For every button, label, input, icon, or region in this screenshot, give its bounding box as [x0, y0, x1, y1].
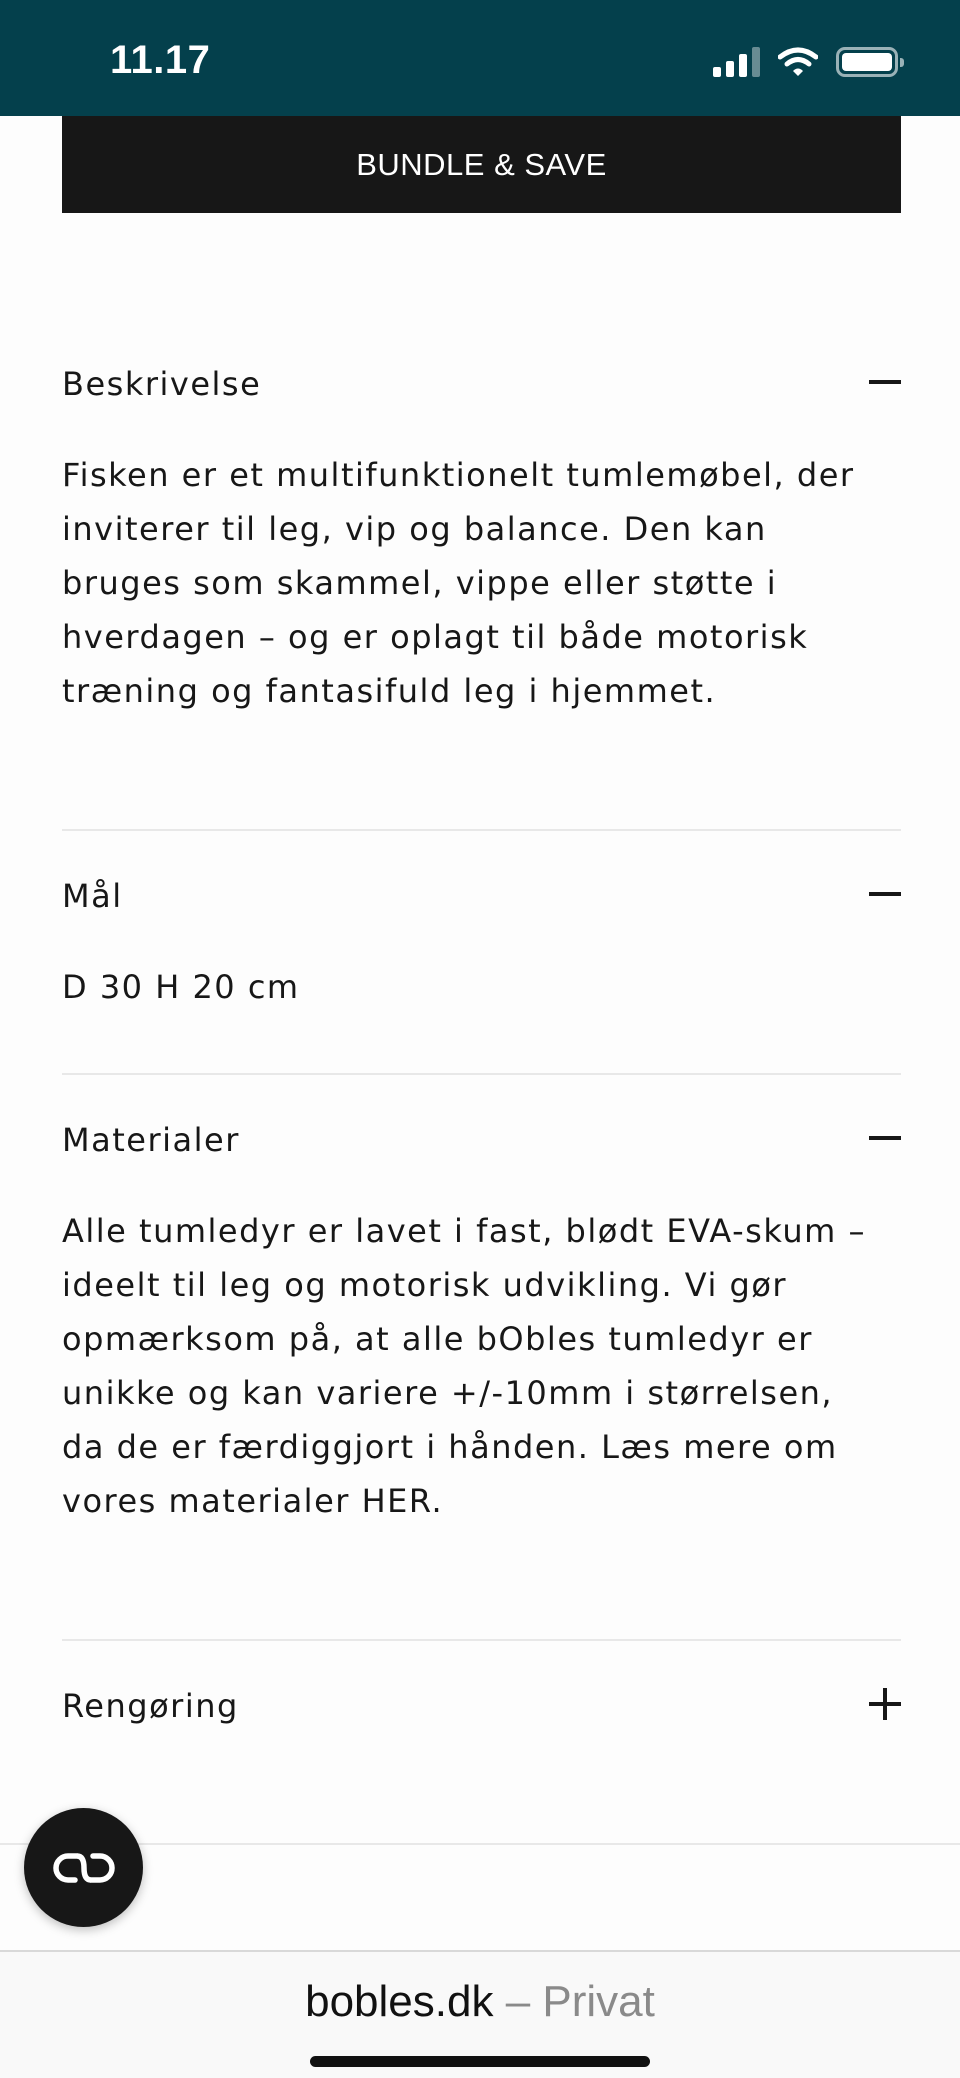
collapse-minus-icon[interactable]: [869, 1122, 901, 1154]
collapse-minus-icon[interactable]: [869, 366, 901, 398]
bundle-and-save-button[interactable]: BUNDLE & SAVE: [62, 116, 901, 213]
divider: [62, 1639, 901, 1641]
home-indicator[interactable]: [310, 2056, 650, 2067]
collapse-minus-icon[interactable]: [869, 878, 901, 910]
url-display[interactable]: [0, 1977, 960, 2027]
accordion-title-rengoering[interactable]: Rengøring: [62, 1687, 239, 1725]
chat-button[interactable]: [24, 1808, 143, 1927]
text-line: træning og fantasifuld leg i hjemmet.: [62, 672, 717, 710]
text-line: unikke og kan variere +/-10mm i størrelsen,: [62, 1374, 834, 1412]
accordion-title-beskrivelse[interactable]: Beskrivelse: [62, 365, 262, 403]
battery-icon: [836, 47, 898, 77]
url-separator: –: [505, 1977, 531, 2026]
cellular-signal-icon: [713, 47, 760, 77]
text-line: vores materialer HER.: [62, 1482, 444, 1520]
browser-address-bar[interactable]: [0, 1950, 960, 2078]
dimensions-text: [62, 960, 912, 1014]
status-bar: [0, 0, 960, 116]
chat-icon: [53, 1851, 115, 1885]
wifi-icon: [778, 47, 818, 77]
text-line: bruges som skammel, vippe eller støtte i: [62, 564, 778, 602]
status-time: 11.17: [110, 38, 211, 82]
text-line: Fisken er et multifunktionelt tumlemøbel, der: [62, 456, 855, 494]
text-line: Alle tumledyr er lavet i fast, blødt EVA-skum –: [62, 1212, 866, 1250]
divider: [62, 829, 901, 831]
text-line: D 30 H 20 cm: [62, 968, 300, 1006]
text-line: ideelt til leg og motorisk udvikling. Vi gør: [62, 1266, 788, 1304]
description-text: [62, 448, 912, 718]
accordion-title-maal[interactable]: Mål: [62, 877, 123, 915]
url-domain: bobles.dk: [305, 1977, 494, 2026]
materials-text: [62, 1204, 912, 1528]
divider: [0, 1843, 960, 1845]
accordion-title-materialer[interactable]: Materialer: [62, 1121, 240, 1159]
text-line: da de er færdiggjort i hånden. Læs mere om: [62, 1428, 838, 1466]
divider: [62, 1073, 901, 1075]
text-line: inviterer til leg, vip og balance. Den kan: [62, 510, 767, 548]
expand-plus-icon[interactable]: [869, 1688, 901, 1720]
text-line: opmærksom på, at alle bObles tumledyr er: [62, 1320, 813, 1358]
status-icons: [713, 44, 898, 80]
text-line: hverdagen – og er oplagt til både motorisk: [62, 618, 809, 656]
private-mode-label: Privat: [542, 1977, 655, 2026]
